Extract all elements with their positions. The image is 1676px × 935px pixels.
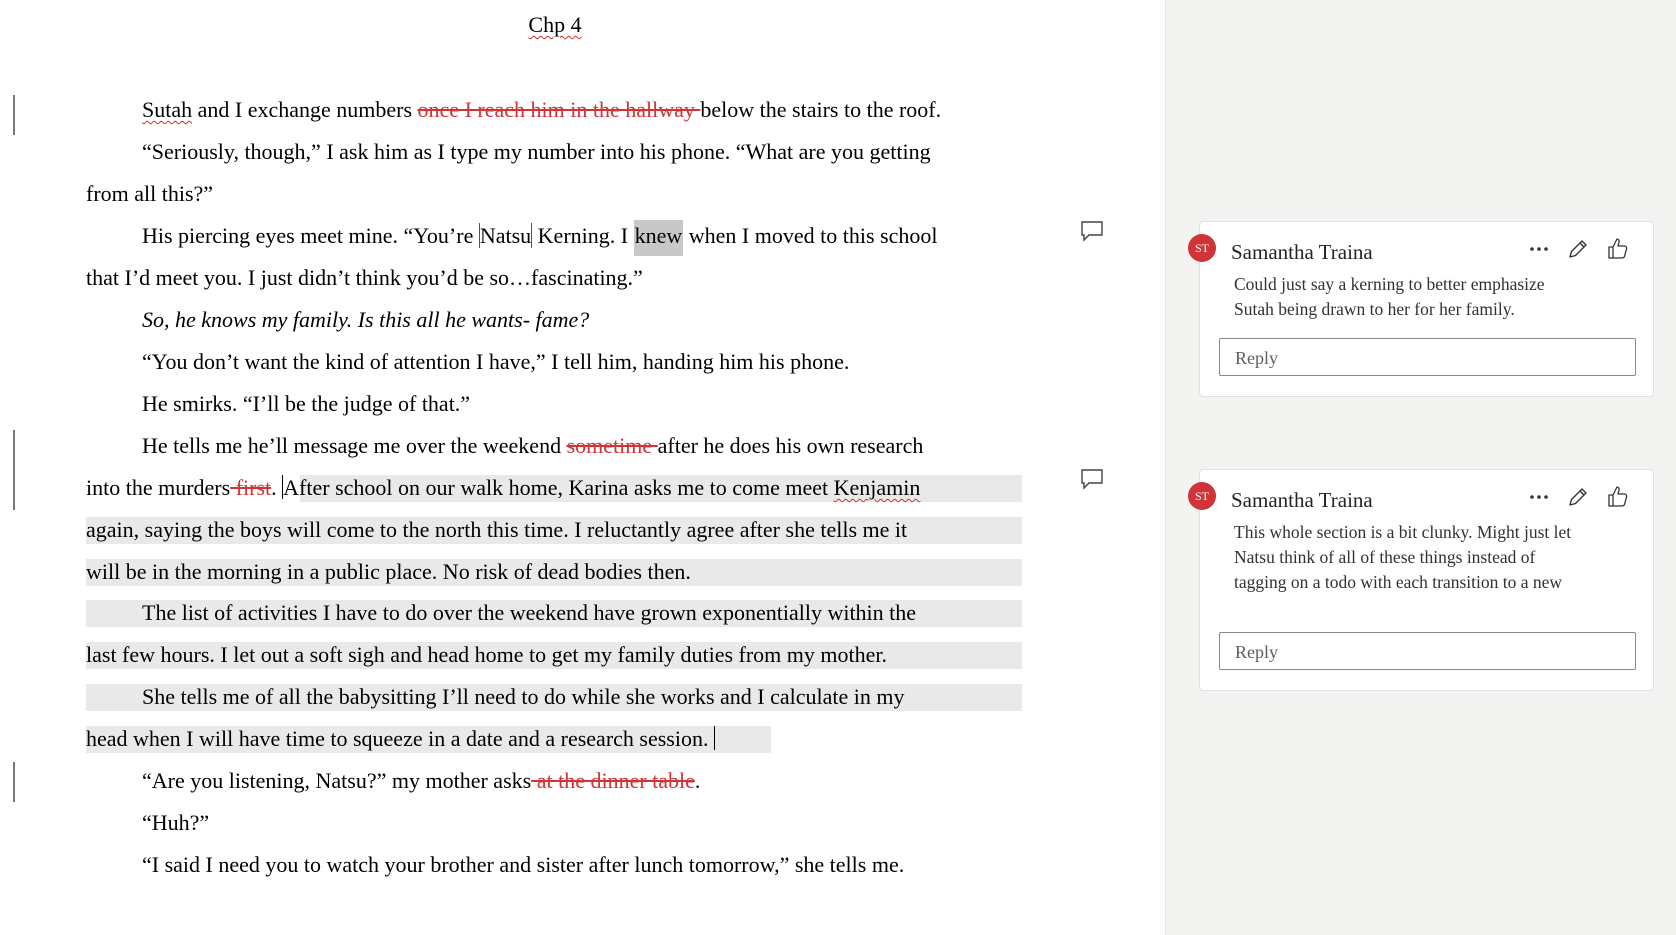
- paragraph-line[interactable]: from all this?”: [86, 181, 214, 206]
- paragraph-line[interactable]: “Are you listening, Natsu?” my mother asks at the dinner table.: [142, 768, 701, 793]
- tracked-deletion: at the dinner table: [531, 768, 695, 793]
- comment-card[interactable]: [1194, 221, 1654, 397]
- text-cursor: [714, 726, 715, 750]
- change-bar: [13, 95, 15, 135]
- comment-author: Samantha Traina: [1231, 240, 1373, 264]
- comment-anchor: Natsu: [479, 223, 532, 248]
- comment-author: Samantha Traina: [1231, 488, 1373, 512]
- like-icon[interactable]: [1605, 236, 1631, 262]
- tracked-deletion: once I reach him in the hallway: [417, 97, 701, 122]
- paragraph-line[interactable]: He tells me he’ll message me over the weekend sometime after he does his own research: [142, 433, 924, 458]
- reply-input[interactable]: Reply: [1219, 338, 1636, 376]
- comment-text: Could just say a kerning to better emphasize Sutah being drawn to her for her family.: [1234, 274, 1545, 319]
- paragraph-line[interactable]: He smirks. “I’ll be the judge of that.”: [142, 391, 471, 416]
- paragraph-line[interactable]: His piercing eyes meet mine. “You’re Natsu Kerning. I knew when I moved to this school: [142, 223, 937, 249]
- paragraph-line[interactable]: Sutah and I exchange numbers once I reach him in the hallway below the stairs to the roof.: [142, 97, 942, 122]
- paragraph-line[interactable]: that I’d meet you. I just didn’t think you’d be so…fascinating.”: [86, 265, 643, 290]
- comment-card[interactable]: [1194, 469, 1654, 691]
- chapter-title: Chp 4: [528, 12, 582, 37]
- paragraph-line[interactable]: “You don’t want the kind of attention I have,” I tell him, handing him his phone.: [142, 349, 850, 374]
- avatar: ST: [1188, 234, 1216, 262]
- paragraph-line[interactable]: The list of activities I have to do over the weekend have grown exponentially within the: [142, 600, 917, 625]
- paragraph-line[interactable]: She tells me of all the babysitting I’ll need to do while she works and I calculate in my: [142, 684, 905, 709]
- reply-input[interactable]: Reply: [1219, 632, 1636, 670]
- paragraph-line[interactable]: will be in the morning in a public place. No risk of dead bodies then.: [86, 559, 691, 584]
- comment-icon[interactable]: [1080, 220, 1104, 242]
- selected-text: knew: [634, 220, 684, 256]
- comments-pane: [1165, 0, 1676, 935]
- more-icon[interactable]: [1526, 236, 1552, 262]
- paragraph-line[interactable]: “Seriously, though,” I ask him as I type my number into his phone. “What are you getting: [142, 139, 931, 164]
- paragraph-line[interactable]: So, he knows my family. Is this all he wants- fame?: [142, 307, 590, 332]
- comment-text: This whole section is a bit clunky. Might just let Natsu think of all of these things instead of tagging on a todo with each transition to a new: [1234, 522, 1572, 592]
- paragraph-line[interactable]: head when I will have time to squeeze in a date and a research session.: [86, 726, 715, 752]
- tracked-deletion: sometime: [566, 433, 658, 458]
- tracked-deletion: first: [230, 475, 272, 500]
- paragraph-line[interactable]: again, saying the boys will come to the north this time. I reluctantly agree after she tells me it: [86, 517, 908, 542]
- more-icon[interactable]: [1526, 484, 1552, 510]
- change-bar: [13, 762, 15, 802]
- paragraph-line[interactable]: “I said I need you to watch your brother and sister after lunch tomorrow,” she tells me.: [142, 852, 905, 877]
- paragraph-line[interactable]: “Huh?”: [142, 810, 210, 835]
- like-icon[interactable]: [1605, 484, 1631, 510]
- change-bar: [13, 430, 15, 510]
- edit-icon[interactable]: [1565, 236, 1591, 262]
- avatar: ST: [1188, 482, 1216, 510]
- paragraph-line[interactable]: into the murders first. After school on our walk home, Karina asks me to come meet Kenjamin: [86, 475, 921, 500]
- paragraph-line[interactable]: last few hours. I let out a soft sigh and head home to get my family duties from my mother.: [86, 642, 888, 667]
- edit-icon[interactable]: [1565, 484, 1591, 510]
- comment-icon[interactable]: [1080, 468, 1104, 490]
